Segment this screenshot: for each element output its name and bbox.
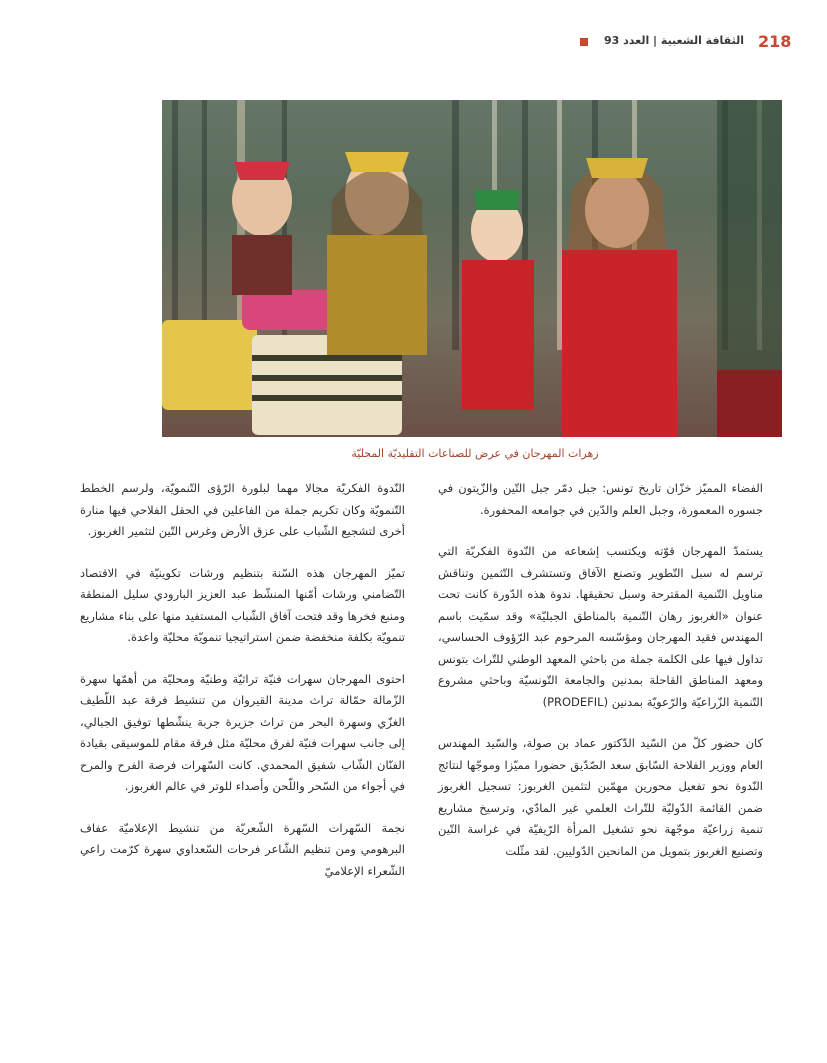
paragraph: تميّز المهرجان هذه السّنة بتنظيم ورشات تكوينيّة في الاقتصاد التّضامني ورشات أمّنها المنشّط عبد العزيز البارودي سليل المنطقة ومنبع فخرها وقد فتحت آفاق الشّباب المستفيد منها على بناء مشاريع تنمويّة بكلفة منخفضة ضمن استراتيجيا تنمويّة محليّة واعدة. — [80, 565, 405, 644]
paragraph: نجمة السّهرات السّهرة الشّعريّة من تنشيط الإعلاميّة عفاف البرهومي ومن تنظيم الشّاعر فرحات السّعداوي سهرة كرّمت راعي الشّعراء الإعلاميّ — [80, 820, 405, 878]
photo-illustration — [162, 100, 782, 437]
article-column-right — [438, 478, 763, 882]
paragraph: النّدوة الفكريّة مجالا مهما لبلورة الرّؤى التّنمويّة، ولرسم الخطط التّنمويّة وكان تكريم جملة من الفاعلين في الحقل الفلاحي فيها منارة أخرى لتشجيع الشّباب على عزق الأرض وغرس التّين لتثمير الغربوز. — [80, 481, 405, 538]
paragraph: يستمدّ المهرجان قوّته ويكتسب إشعاعه من النّدوة الفكريّة التي ترسم له سبل التّطوير وتصنع الآفاق وتستشرف التّثمين وتناقش مناويل التّنمية المقترحة وسبل تحقيقها. ندوة هذه الدّورة كانت تحت عنوان «الغربوز رهان التّنمية بالمناطق الجبليّة» وقد سمّيت باسم المهندس فقيد المهرجان ومؤسّسه المرحوم عبد الرّؤوف الحساسي، تداول فيها على الكلمة جملة من باحثي المعهد الوطني للتّراث بتونس ومعهد المناطق القاحلة بمدنين والجامعة التّونسيّة وباحثي مشروع التّنمية الزّراعيّة والرّعويّة بمدنين (PRODEFIL) — [438, 544, 763, 709]
article-photo — [162, 100, 782, 437]
magazine-title: الثقافة الشعبية | العدد 93 — [603, 34, 744, 47]
header-accent-square — [580, 38, 588, 46]
paragraph: كان حضور كلّ من السّيد الدّكتور عماد بن صولة، والسّيد المهندس العام ووزير الفلاحة السّابق سعد الصّدّيق حضورا مميّزا وموجّها لنتائج النّدوة نحو تفعيل محورين مهمّين لتثمين الغربوز: تسجيل الغربوز ضمن القائمة الدّوليّة للتّراث العلمي غير المادّي، وترسيخ مشاريع تنمية زراعيّة موجّهة نحو تشغيل المرأة الرّيفيّة في غراسة التّين وتصنيع الغربوز بتمويل من المانحين الدّوليين. لقد مثّلت — [438, 736, 763, 858]
page-header — [580, 30, 792, 56]
photo-caption: زهرات المهرجان في عرض للصناعات التقليديّة المحليّة — [351, 447, 599, 460]
paragraph: احتوى المهرجان سهرات فنيّة تراثيّة وطنيّة ومحليّة من أهمّها سهرة الزّمالة حمّالة تراث مدينة القيروان من تنشيط فرقة عبد اللّطيف الغزّي وسهرة البحر من تراث جزيرة جربة ينشّطها توفيق الجبالي، إلى جانب سهرات فنيّة لفرق محليّة مثل فرقة مقام للموسيقى بقيادة الفنّان الشّاب شفيق المحمدي. كانت السّهرات فرصة الفرح والمرح في أجواء من السّحر واللّحن وأصداء للوتر في عالم الغربوز. — [80, 671, 405, 793]
article-column-left — [80, 478, 405, 902]
paragraph: الفضاء المميّز خزّان تاريخ تونس: جبل دمّر جبل التّين والزّيتون في جسوره المعمورة، وجبل العلم والدّين في جوامعه المحفورة. — [438, 481, 763, 517]
page-number: 218 — [758, 32, 792, 51]
